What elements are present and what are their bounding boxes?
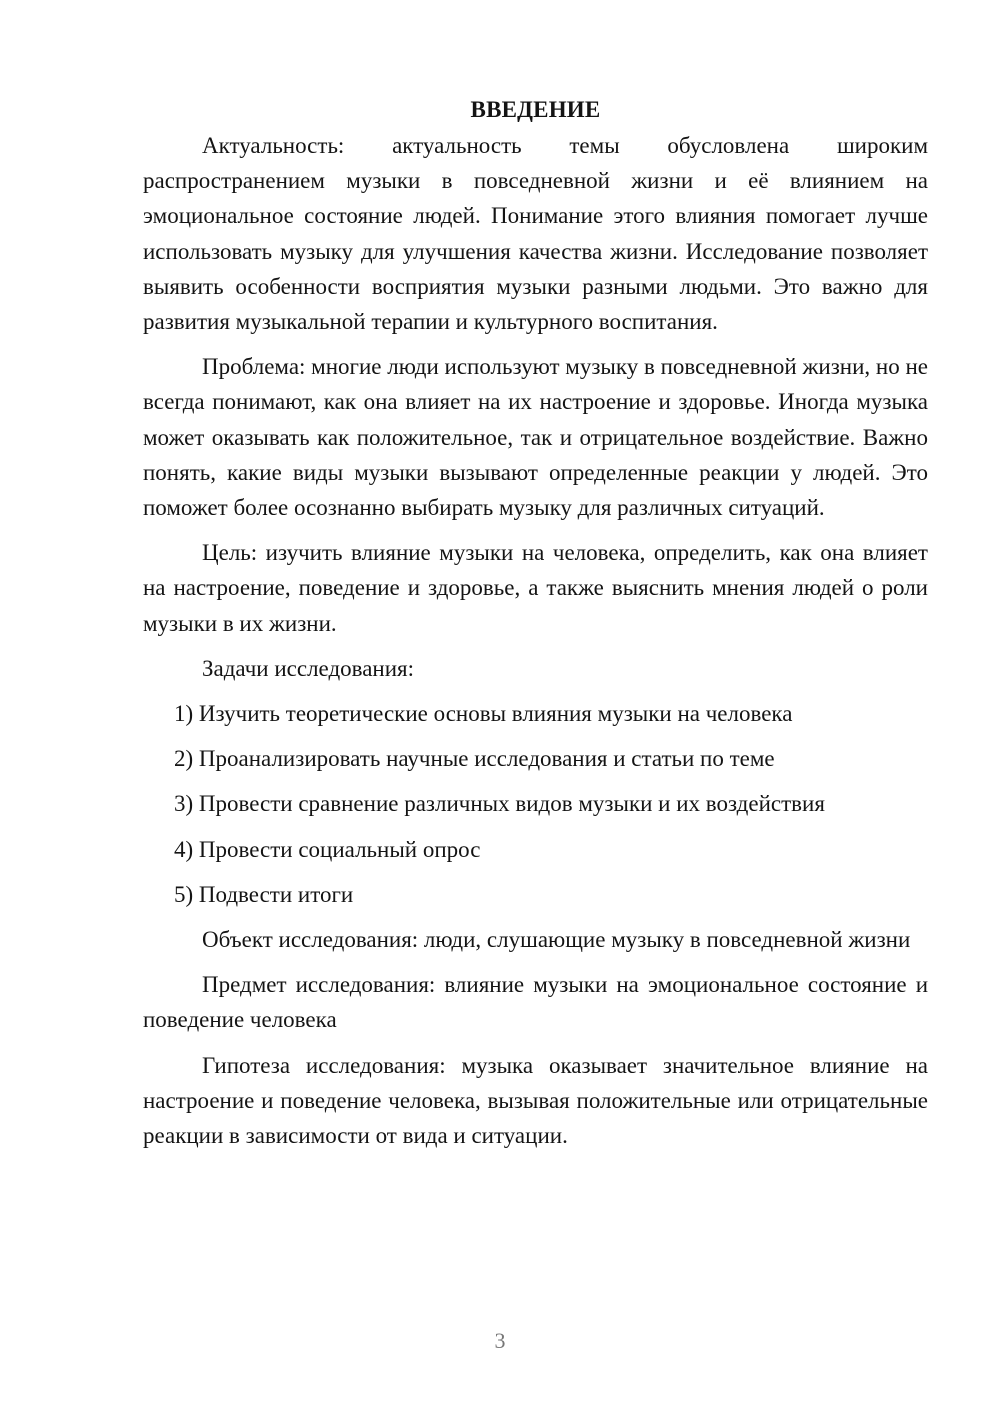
section-title: ВВЕДЕНИЕ [470, 97, 601, 122]
hypothesis-paragraph: Гипотеза исследования: музыка оказывает значительное влияние на настроение и поведение человека, вызывая положительные или отрицательные реакции в зависимости от вида и ситуации. [143, 1052, 928, 1149]
relevance-paragraph: Актуальность: актуальность темы обусловлена широким распространением музыки в повседневной жизни и её влиянием на эмоциональное состояние людей. Понимание этого влияния помогает лучше использовать музыку для улучшения качества жизни. Исследование позволяет выявить особенности восприятия музыки разными людьми. Это важно для развития музыкальной терапии и культурного воспитания. [143, 133, 928, 335]
tasks-heading: Задачи исследования: [202, 655, 415, 681]
problem-paragraph: Проблема: многие люди используют музыку в повседневной жизни, но не всегда понимают, как она влияет на их настроение и здоровье. Иногда музыка может оказывать как положительное, так и отрицательное воздействие. Важно понять, какие виды музыки вызывают определенные реакции у людей. Это поможет более осознанно выбирать музыку для различных ситуаций. [143, 354, 928, 521]
task-item-2: 2) Проанализировать научные исследования и статьи по теме [174, 746, 775, 772]
task-item-5: 5) Подвести итоги [174, 881, 354, 907]
task-item-1: 1) Изучить теоретические основы влияния музыки на человека [174, 701, 793, 727]
subject-paragraph: Предмет исследования: влияние музыки на эмоциональное состояние и поведение человека [143, 972, 928, 1033]
tasks-list [143, 696, 928, 912]
object-paragraph: Объект исследования: люди, слушающие музыку в повседневной жизни [202, 927, 911, 953]
task-item-3: 3) Провести сравнение различных видов музыки и их воздействия [174, 791, 825, 817]
goal-paragraph: Цель: изучить влияние музыки на человека, определить, как она влияет на настроение, поведение и здоровье, а также выяснить мнения людей о роли музыки в их жизни. [143, 540, 928, 636]
page-number: 3 [494, 1328, 506, 1353]
task-item-4: 4) Провести социальный опрос [174, 836, 481, 862]
page-content [143, 92, 928, 1163]
